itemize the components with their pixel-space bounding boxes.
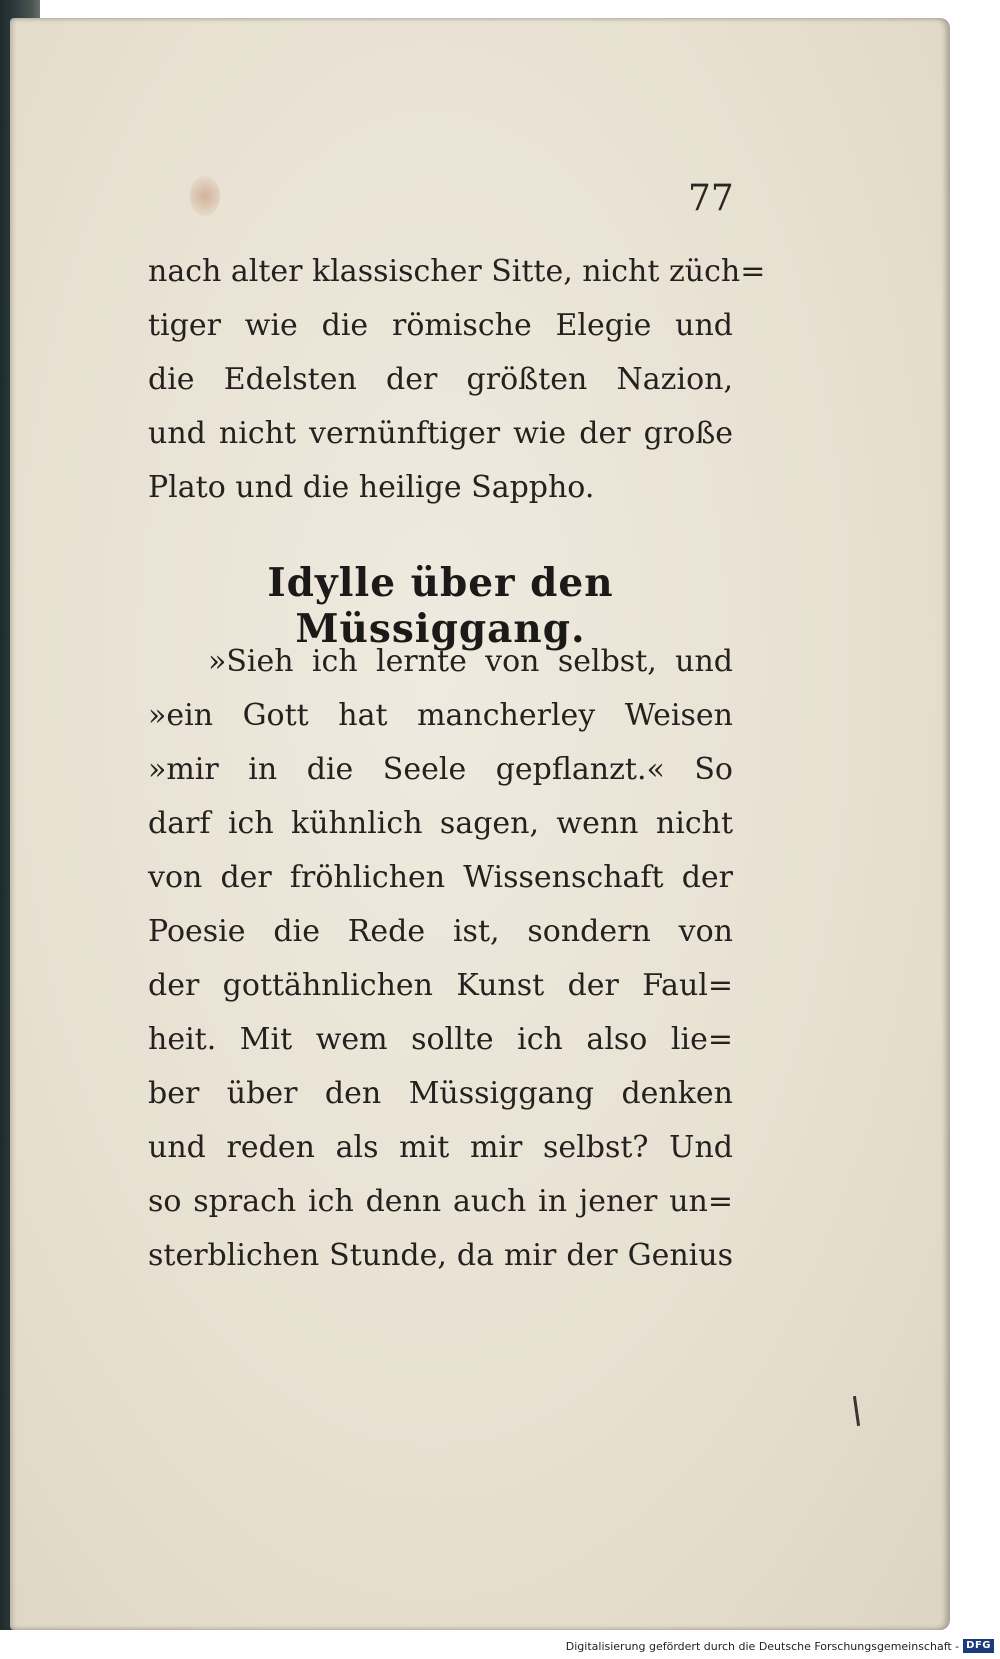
text-line: ber über den Müssiggang denken (148, 1076, 733, 1111)
text-line: so sprach ich denn auch in jener un= (148, 1184, 733, 1219)
text-line: und nicht vernünftiger wie der große (148, 416, 733, 451)
text-line: nach alter klassischer Sitte, nicht züch= (148, 254, 766, 289)
text-line: »mir in die Seele gepflanzt.« So (148, 752, 733, 787)
text-line: »ein Gott hat mancherley Weisen (148, 698, 733, 733)
text-line: darf ich kühnlich sagen, wenn nicht (148, 806, 733, 841)
credit-text: Digitalisierung gefördert durch die Deutsche Forschungsgemeinschaft - (565, 1639, 960, 1653)
digitization-credit (566, 1637, 994, 1655)
text-line: sterblichen Stunde, da mir der Genius (148, 1238, 733, 1273)
text-line: die Edelsten der größten Nazion, (148, 362, 733, 397)
page-number: 77 (688, 178, 734, 219)
text-line: der gottähnlichen Kunst der Faul= (148, 968, 733, 1003)
section-heading: Idylle über den Müssiggang. (267, 560, 614, 652)
ink-mark (853, 1396, 860, 1426)
paragraph-body (148, 635, 733, 1283)
text-line: Poesie die Rede ist, sondern von (148, 914, 733, 949)
text-line: Plato und die heilige Sappho. (148, 470, 595, 505)
text-line: und reden als mit mir selbst? Und (148, 1130, 733, 1165)
text-line: »Sieh ich lernte von selbst, und (208, 644, 733, 679)
text-line: tiger wie die römische Elegie und (148, 308, 733, 343)
text-line: heit. Mit wem sollte ich also lie= (148, 1022, 733, 1057)
paragraph-continuation (148, 245, 766, 515)
paper-stain (190, 176, 220, 216)
text-line: von der fröhlichen Wissenschaft der (148, 860, 733, 895)
dfg-logo: DFG (963, 1639, 994, 1653)
